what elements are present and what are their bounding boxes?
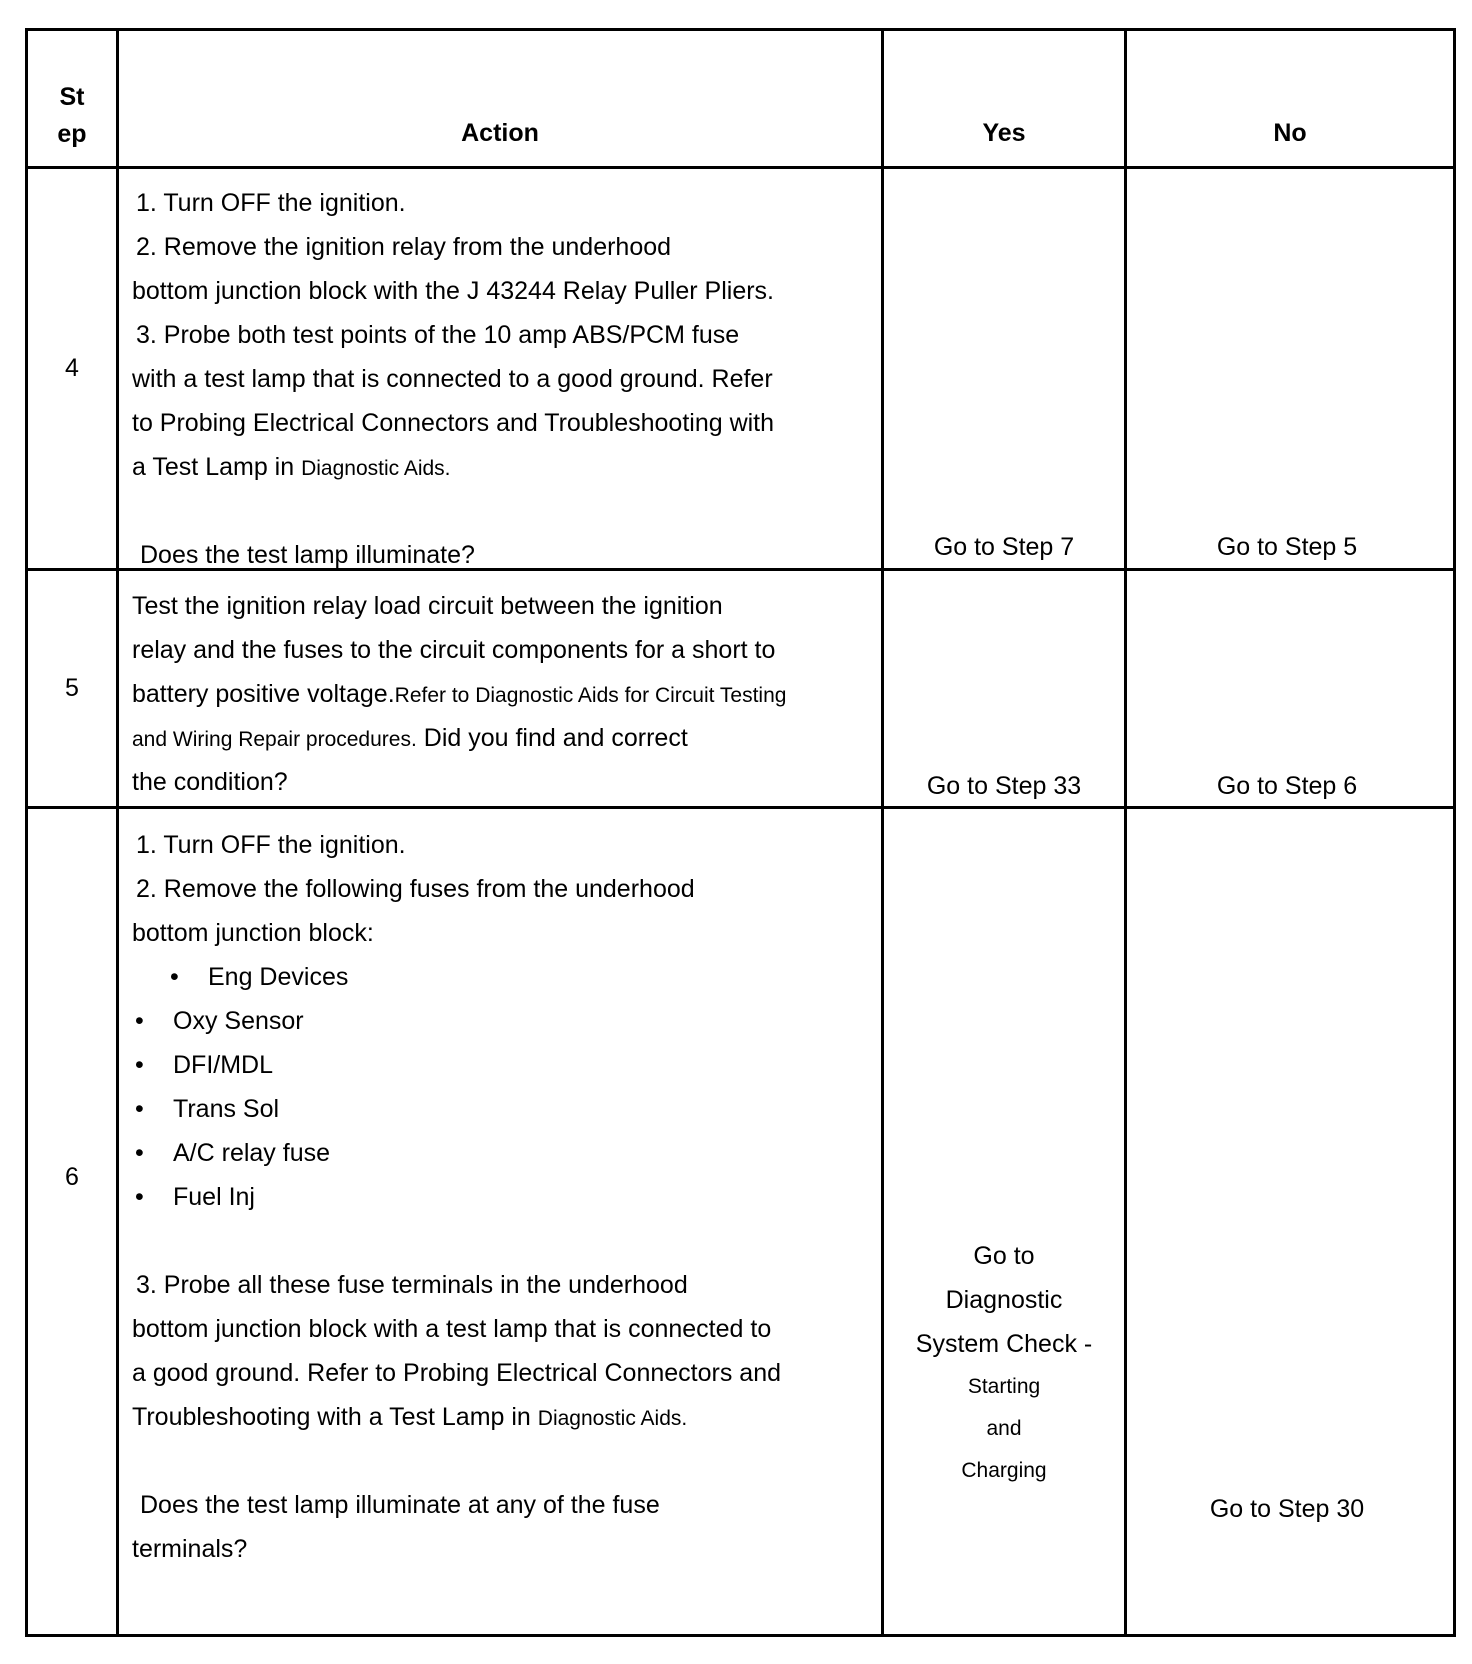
list-item [132,1131,877,1175]
yes-text-line: Starting [967,1375,1041,1398]
instruction-line: a good ground. Refer to Probing Electrical Connectors and [132,1359,781,1387]
question-line: Does the test lamp illuminate at any of the fuse [140,1491,660,1519]
column-divider [1124,31,1127,1634]
fuse-name: Oxy Sensor [173,1007,304,1035]
bullet-icon: • [170,963,179,991]
action-cell [132,584,877,804]
bullet-icon: • [135,1183,144,1211]
diagnostic-aids-reference: Diagnostic Aids. [537,1407,688,1430]
header-action: Action [461,119,539,147]
fuse-name: Eng Devices [208,963,349,991]
yes-text-line: and [986,1417,1022,1440]
fuse-name: A/C relay fuse [173,1139,331,1167]
bullet-icon: • [135,1139,144,1167]
instruction-text: Troubleshooting with a Test Lamp in [132,1403,538,1431]
instruction-line: relay and the fuses to the circuit components for a short to [132,636,776,664]
yes-cell: Go to Step 33 [926,772,1082,800]
instruction-line: bottom junction block with the J 43244 Relay Puller Pliers. [132,277,774,305]
diagnostic-aids-reference: Diagnostic Aids. [301,457,451,480]
instruction-line: 3. Probe both test points of the 10 amp ABS/PCM fuse [136,321,740,349]
fuse-name: Trans Sol [173,1095,280,1123]
yes-cell: Go to Step 7 [933,533,1075,561]
instruction-line: with a test lamp that is connected to a good ground. Refer [132,365,773,393]
header-yes: Yes [982,119,1026,147]
instruction-line [132,716,877,760]
instruction-line: bottom junction block: [132,919,374,947]
instruction-line: 2. Remove the ignition relay from the underhood [136,233,672,261]
header-no: No [1273,119,1307,147]
step-number: 6 [65,1163,79,1191]
yes-text-line: Charging [961,1459,1047,1482]
step-number: 5 [65,674,79,702]
instruction-line: bottom junction block with a test lamp that is connected to [132,1315,772,1343]
list-item [132,999,877,1043]
list-item [132,1175,877,1219]
yes-text-line: System Check - [915,1330,1093,1358]
no-cell: Go to Step 5 [1216,533,1358,561]
column-divider [116,31,119,1634]
step-number: 4 [65,354,79,382]
instruction-line [132,672,877,716]
yes-text-line: Diagnostic [945,1286,1063,1314]
list-item [132,1087,877,1131]
instruction-line: 1. Turn OFF the ignition. [136,831,406,859]
no-cell: Go to Step 6 [1216,772,1358,800]
no-cell: Go to Step 30 [1209,1495,1365,1523]
question-line: terminals? [132,1535,248,1563]
instruction-text: Did you find and correct [416,724,688,752]
question-line: Does the test lamp illuminate? [140,541,475,569]
yes-text-line: Go to [973,1242,1035,1270]
yes-cell [884,1234,1124,1492]
row-divider [28,806,1453,809]
header-step-line2: ep [57,120,87,148]
instruction-line [132,1395,877,1439]
instruction-line: 2. Remove the following fuses from the underhood [136,875,695,903]
bullet-icon: • [135,1007,144,1035]
action-cell [132,823,877,1571]
list-item [132,955,877,999]
instruction-line [132,445,877,489]
diagnostic-aids-reference: and Wiring Repair procedures. [132,728,417,751]
instruction-line: 1. Turn OFF the ignition. [136,189,406,217]
header-step-line1: St [59,83,85,111]
bullet-icon: • [135,1095,144,1123]
instruction-text: battery positive voltage. [132,680,395,708]
instruction-line: Test the ignition relay load circuit between the ignition [132,592,723,620]
instruction-line: 3. Probe all these fuse terminals in the underhood [136,1271,688,1299]
diagnostic-aids-reference: Refer to Diagnostic Aids for Circuit Testing [394,684,787,707]
list-item [132,1043,877,1087]
bullet-icon: • [135,1051,144,1079]
instruction-text: a Test Lamp in [132,453,302,481]
instruction-line: the condition? [132,768,288,796]
instruction-line: to Probing Electrical Connectors and Troubleshooting with [132,409,775,437]
action-cell [132,181,877,577]
diagnostic-table [25,28,1456,1637]
header-step [28,79,116,153]
fuse-name: DFI/MDL [173,1051,273,1079]
row-divider [28,166,1453,169]
fuse-name: Fuel Inj [173,1183,255,1211]
